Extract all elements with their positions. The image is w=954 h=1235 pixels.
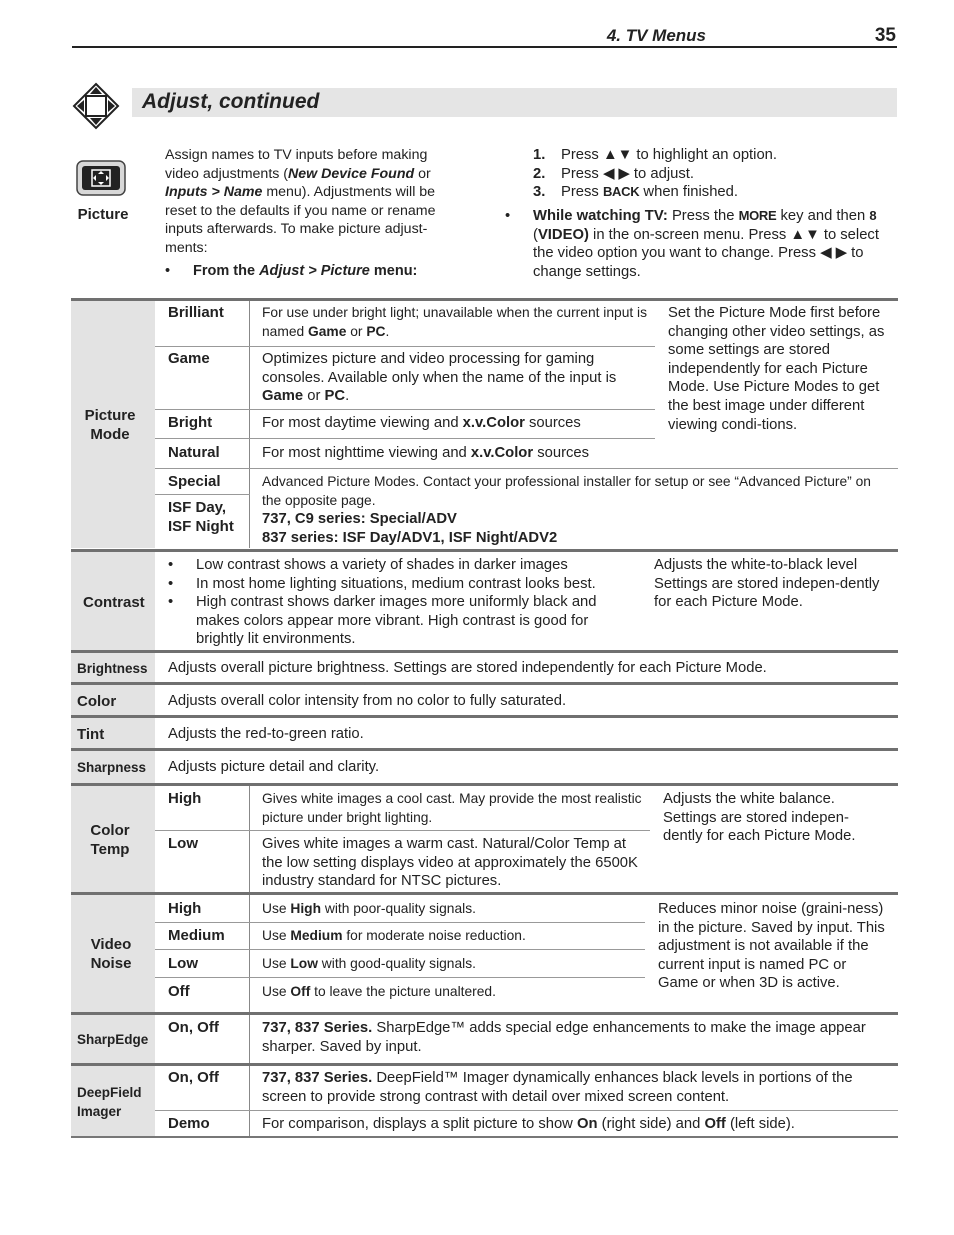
desc-brilliant: For use under bright light; unavailable when the current input is named Game or PC. (262, 305, 648, 339)
row-divider (155, 977, 645, 978)
desc-noise-medium: Use Medium for moderate noise reduction. (262, 928, 526, 943)
chapter-title: 4. TV Menus (606, 26, 706, 45)
column-divider (249, 786, 250, 892)
row-divider (155, 922, 645, 923)
option-on-off: On, Off (168, 1019, 219, 1036)
option-game: Game (168, 350, 210, 367)
table-rule (71, 715, 898, 718)
step-2: 2. Press ◀ ▶ to adjust. (533, 165, 694, 182)
option-low: Low (168, 955, 198, 972)
from-adjust-picture-line: • From the Adjust > Picture menu: (165, 263, 418, 279)
option-low: Low (168, 835, 198, 852)
desc-brightness: Adjusts overall picture brightness. Settings are stored independently for each Picture Mode. (168, 660, 767, 676)
up-down-arrow-icon: ▲▼ (602, 147, 633, 163)
contrast-bullets: • Low contrast shows a variety of shades in darker images • In most home lighting situations, medium contrast looks best. • High contrast shows darker images more uniformly black and makes colors appear more vibrant. High contrast is good for brightly lit environments. (168, 557, 597, 648)
row-divider (155, 949, 645, 950)
row-label-color: Color (77, 693, 117, 710)
step-3: 3. Press BACK when finished. (533, 184, 739, 200)
row-label-picture-mode: Picture Mode (84, 407, 136, 443)
section-title: Adjust, continued (142, 90, 320, 113)
desc-color-temp-high: Gives white images a cool cast. May provide the most realistic picture under bright lighting. (262, 791, 642, 825)
row-divider (155, 409, 655, 410)
note-video-noise: Reduces minor noise (graini-ness) in the picture. Saved by input. This adjustment is not available if the current input is named PC or Game or when 3D is active. (658, 901, 885, 992)
row-divider (155, 830, 650, 831)
option-bright: Bright (168, 414, 213, 431)
row-divider (155, 468, 898, 469)
desc-color: Adjusts overall color intensity from no color to fully saturated. (168, 693, 567, 709)
option-medium: Medium (168, 927, 225, 944)
left-right-arrow-icon: ◀ ▶ (602, 165, 630, 182)
desc-noise-off: Use Off to leave the picture unaltered. (262, 984, 496, 999)
step-1: 1. Press ▲▼ to highlight an option. (533, 147, 778, 163)
row-label-sharpness: Sharpness (77, 760, 147, 775)
row-label-brightness: Brightness (77, 661, 148, 676)
more-key-label: MORE (738, 208, 777, 223)
column-divider (249, 301, 250, 548)
option-high: High (168, 790, 202, 807)
table-rule (71, 748, 898, 751)
note-color-temp: Adjusts the white balance. Settings are stored indepen-dently for each Picture Mode. (663, 791, 856, 845)
option-off: Off (168, 983, 190, 1000)
table-rule (71, 549, 898, 552)
intro-paragraph: Assign names to TV inputs before making video adjustments (New Device Found or Inputs > Name menu). Adjustments will be reset to the defaults if you name or rename inputs afterwards. To make picture adjust-ments: (165, 147, 436, 256)
picture-menu-icon (76, 160, 126, 196)
header-rule (72, 46, 897, 48)
row-label-contrast: Contrast (83, 594, 145, 611)
table-rule (71, 650, 898, 653)
column-divider (249, 895, 250, 1012)
desc-sharpedge: 737, 837 Series. SharpEdge™ adds special edge enhancements to make the image appear sharper. Saved by input. (262, 1020, 866, 1055)
desc-special: Advanced Picture Modes. Contact your professional installer for setup or see “Advanced Picture” on the opposite page. 737, C9 series: Special/ADV 837 series: ISF Day/ADV1, ISF Night/ADV2 (262, 474, 871, 546)
picture-label: Picture (77, 206, 129, 223)
option-natural: Natural (168, 444, 220, 461)
option-on-off: On, Off (168, 1069, 219, 1086)
row-divider (155, 346, 655, 347)
row-label-deepfield: DeepField Imager (77, 1085, 142, 1119)
option-high: High (168, 900, 202, 917)
note-contrast: Adjusts the white-to-black level Settings are stored indepen-dently for each Picture Mode. (654, 557, 880, 611)
table-rule (71, 892, 898, 895)
option-demo: Demo (168, 1115, 210, 1132)
table-bottom-rule (71, 1136, 898, 1138)
table-rule (71, 298, 898, 301)
back-key-label: BACK (602, 184, 640, 199)
desc-demo: For comparison, displays a split picture to show On (right side) and Off (left side). (262, 1116, 795, 1132)
steps-list (533, 146, 893, 202)
table-rule (71, 1012, 898, 1015)
desc-tint: Adjusts the red-to-green ratio. (168, 726, 364, 742)
option-brilliant: Brilliant (168, 304, 224, 321)
desc-natural: For most nighttime viewing and x.v.Color sources (262, 445, 590, 461)
desc-noise-high: Use High with poor-quality signals. (262, 901, 476, 916)
up-down-arrow-icon: ▲▼ (790, 226, 820, 243)
column-divider (249, 1015, 250, 1063)
row-divider (155, 494, 250, 495)
watching-tv-instructions: • While watching TV: Press the MORE key and then 8 (VIDEO) in the on-screen menu. Press ▲▼ to select the video option you want to change. Press ◀ ▶ to change settings. (505, 208, 879, 280)
desc-game: Optimizes picture and video processing for gaming consoles. Available only when the name of the input is Game or PC. (262, 351, 617, 405)
desc-sharpness: Adjusts picture detail and clarity. (168, 759, 380, 775)
left-right-arrow-icon: ◀ ▶ (820, 245, 847, 261)
option-special: Special (168, 473, 221, 490)
desc-color-temp-low: Gives white images a warm cast. Natural/Color Temp at the low setting displays video at approximately the 6500K industry standard for NTSC pictures. (262, 836, 638, 890)
option-isf: ISF Day, ISF Night (168, 499, 234, 535)
row-label-video-noise: Video Noise (90, 936, 132, 972)
desc-bright: For most daytime viewing and x.v.Color sources (262, 415, 581, 431)
note-picture-mode: Set the Picture Mode first before changing other video settings, as some settings are stored independently for each Picture Mode. Use Picture Modes to get the best image under different viewing condi-tions. (668, 305, 885, 433)
row-label-sharpedge: SharpEdge (77, 1032, 149, 1047)
row-label-tint: Tint (77, 726, 105, 743)
row-label-color-temp: Color Temp (90, 822, 130, 858)
table-rule (71, 783, 898, 786)
row-divider (155, 438, 655, 439)
column-divider (249, 1066, 250, 1136)
table-rule (71, 1063, 898, 1066)
table-rule (71, 682, 898, 685)
desc-noise-low: Use Low with good-quality signals. (262, 956, 476, 971)
page-number: 35 (874, 25, 896, 46)
navigation-pad-icon (72, 82, 120, 130)
desc-deepfield: 737, 837 Series. DeepField™ Imager dynamically enhances black levels in portions of the screen to provide strong contrast with detail over mixed screen content. (262, 1070, 853, 1105)
row-divider (155, 1110, 898, 1111)
